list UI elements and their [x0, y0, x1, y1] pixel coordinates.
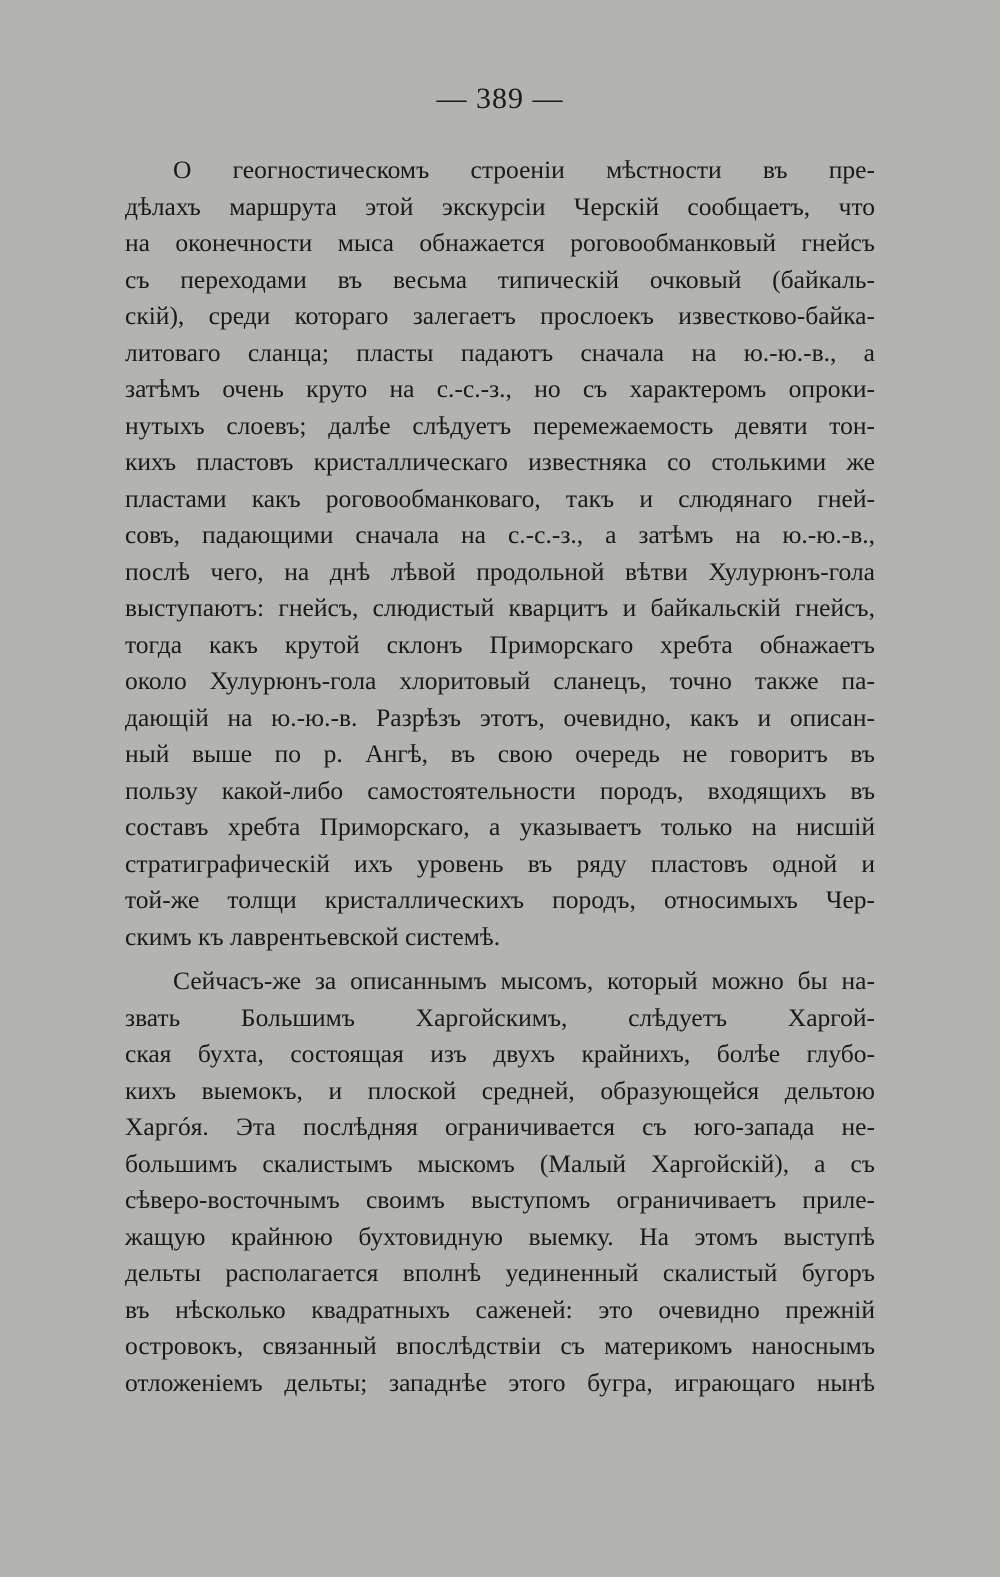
text-line: около Хулурюнъ-гола хлоритовый сланецъ, точно также па- — [125, 666, 875, 695]
text-line: выступаютъ: гнейсъ, слюдистый кварцитъ и байкальскiй гнейсъ, — [125, 593, 875, 622]
text-line: стратиграфическiй ихъ уровень въ ряду пластовъ одной и — [125, 848, 875, 878]
text-line: Сейчасъ-же за описаннымъ мысомъ, который можно бы на- — [173, 966, 875, 995]
text-line: дѣлахъ маршрута этой экскурсiи Черскiй сообщаетъ, что — [125, 191, 875, 221]
text-line: совъ, падающими сначала на с.-с.-з., а затѣмъ на ю.-ю.-в., — [125, 520, 875, 549]
paragraph-2 — [125, 963, 875, 1401]
text-line: пользу какой-либо самостоятельности породъ, входящихъ въ — [125, 775, 875, 805]
page-number: — 389 — — [436, 82, 564, 115]
text-line: дающiй на ю.-ю.-в. Разрѣзъ этотъ, очевидно, какъ и описан- — [125, 702, 875, 732]
text-line: литоваго сланца; пласты падаютъ сначала на ю.-ю.-в., а — [125, 337, 875, 367]
text-line: жащую крайнюю бухтовидную выемку. На этомъ выступѣ — [125, 1221, 875, 1251]
text-line: дельты располагается вполнѣ уединенный скалистый бугоръ — [125, 1258, 875, 1287]
text-line: затѣмъ очень круто на с.-с.-з., но съ характеромъ опроки- — [125, 374, 875, 403]
text-line: той-же толщи кристаллическихъ породъ, относимыхъ Чер- — [125, 885, 875, 914]
text-line: ный выше по р. Ангѣ, въ свою очередь не говоритъ въ — [125, 739, 875, 768]
paragraph-gap — [125, 955, 875, 963]
text-line: сѣверо-восточнымъ своимъ выступомъ ограничиваетъ приле- — [125, 1185, 875, 1214]
text-line: отложенiемъ дельты; западнѣе этого бугра, играющаго нынѣ — [125, 1367, 875, 1397]
text-line: О геогностическомъ строенiи мѣстности въ пре- — [173, 155, 875, 184]
body-text — [125, 152, 875, 1401]
text-line: въ нѣсколько квадратныхъ саженей: это очевидно прежнiй — [125, 1294, 875, 1324]
text-line: съ переходами въ весьма типическiй очковый (байкаль- — [125, 264, 875, 294]
paragraph-1 — [125, 152, 875, 955]
text-line: кихъ пластовъ кристаллическаго известняка со столькими же — [125, 447, 875, 476]
text-line: тогда какъ крутой склонъ Приморскаго хребта обнажаетъ — [125, 629, 875, 659]
text-line: островокъ, связанный впослѣдствiи съ материкомъ наноснымъ — [125, 1331, 875, 1360]
text-line: составъ хребта Приморскаго, а указываетъ только на нисшiй — [125, 812, 875, 841]
text-line: на оконечности мыса обнажается роговообманковый гнейсъ — [125, 228, 875, 257]
text-line: скимъ къ лаврентьевской системѣ. — [125, 921, 501, 951]
text-line: нутыхъ слоевъ; далѣе слѣдуетъ перемежаемость девяти тон- — [125, 410, 875, 440]
text-line: Харгóя. Эта послѣдняя ограничивается съ юго-запада не- — [125, 1112, 875, 1141]
text-line: пластами какъ роговообманковаго, такъ и слюдянаго гней- — [125, 483, 875, 513]
text-line: ская бухта, состоящая изъ двухъ крайнихъ, болѣе глубо- — [125, 1039, 875, 1068]
text-line: послѣ чего, на днѣ лѣвой продольной вѣтви Хулурюнъ-гола — [125, 556, 875, 586]
text-line: кихъ выемокъ, и плоской средней, образующейся дельтою — [125, 1075, 875, 1105]
text-line: большимъ скалистымъ мыскомъ (Малый Харгойскiй), а съ — [125, 1148, 875, 1178]
text-line: скiй), среди котораго залегаетъ прослоекъ известково-байка- — [125, 301, 875, 330]
text-line: звать Большимъ Харгойскимъ, слѣдуетъ Харгой- — [125, 1002, 875, 1032]
